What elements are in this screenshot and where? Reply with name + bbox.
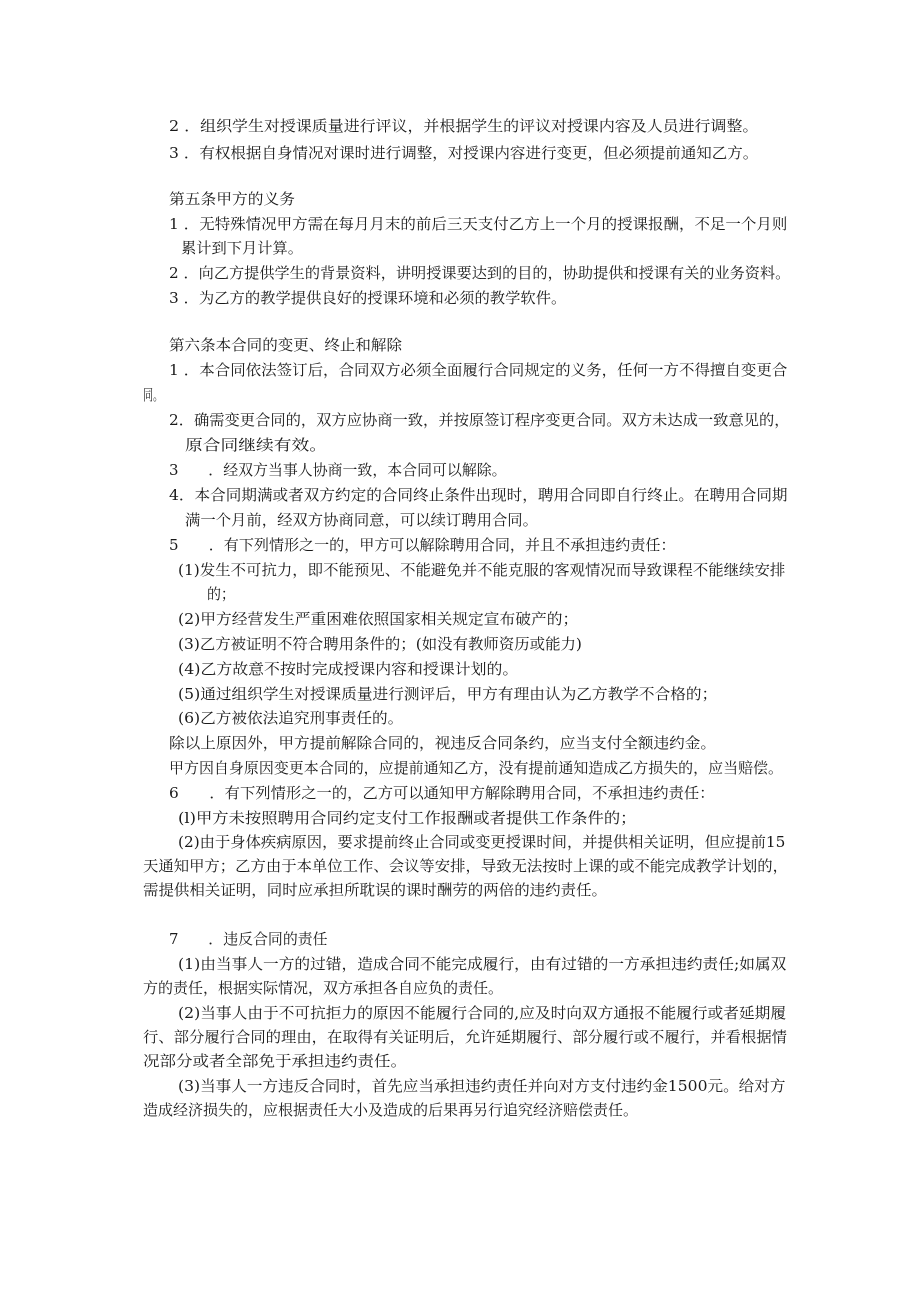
article6-item-6-sub-1: (l)甲方未按照聘用合同约定支付工作报酬或者提供工作条件的； xyxy=(178,809,637,827)
article4-item-3: 3 ．有权根据自身情况对课时进行调整，对授课内容进行变更，但必须提前通知乙方。 xyxy=(169,144,759,162)
article6-item-2-cont: 原合同继续有效。 xyxy=(185,436,328,454)
article6-item-7-sub-2-cont: 行、部分履行合同的理由，在取得有关证明后，允许延期履行、部分履行或不履行，并看根据情 xyxy=(143,1028,788,1046)
article6-item-5-sub-4: (4)乙方故意不按时完成授课内容和授课计划的。 xyxy=(178,660,519,678)
article6-item-2: 2．确需变更合同的，双方应协商一致，并按原签订程序变更合同。双方未达成一致意见的， xyxy=(169,411,790,429)
article6-item-4: 4．本合同期满或者双方约定的合同终止条件出现时，聘用合同即自行终止。在聘用合同期 xyxy=(169,486,788,504)
article5-item-1: 1 ．无特殊情况甲方需在每月月末的前后三天支付乙方上一个月的授课报酬，不足一个月则 xyxy=(169,215,788,233)
article6-heading: 第六条本合同的变更、终止和解除 xyxy=(169,336,403,354)
article6-note-1: 除以上原因外，甲方提前解除合同的，视违反合同条约，应当支付全额违约金。 xyxy=(169,734,717,752)
article5-heading: 第五条甲方的义务 xyxy=(169,190,296,208)
article6-item-7-sub-2-cont-2: 况部分或者全部免于承担违约责任。 xyxy=(143,1052,408,1070)
article6-item-5-sub-2: (2)甲方经营发生严重困难依照国家相关规定宣布破产的； xyxy=(178,610,579,628)
article6-item-7-sub-2: (2)当事人由于不可抗拒力的原因不能履行合同的,应及时向双方通报不能履行或者延期履 xyxy=(178,1004,787,1022)
article6-item-5-sub-5: (5)通过组织学生对授课质量进行测评后，甲方有理由认为乙方教学不合格的； xyxy=(178,685,718,703)
article6-item-7: 7 ．违反合同的责任 xyxy=(169,930,328,948)
article6-item-1: 1 ．本合同依法签订后，合同双方必须全面履行合同规定的义务，任何一方不得擅自变更合 xyxy=(169,361,788,379)
article6-item-5: 5 ．有下列情形之一的，甲方可以解除聘用合同，并且不承担违约责任： xyxy=(169,536,676,554)
article6-item-7-sub-3: (3)当事人一方违反合同时，首先应当承担违约责任并向对方支付违约金1500元。给对方 xyxy=(178,1077,786,1095)
article6-item-5-sub-3: (3)乙方被证明不符合聘用条件的；(如没有教师资历或能力) xyxy=(178,635,582,653)
article6-item-3: 3 ．经双方当事人协商一致，本合同可以解除。 xyxy=(169,461,507,479)
article6-item-1-cont: 同。 xyxy=(143,386,164,404)
article6-item-5-sub-1-cont: 的； xyxy=(207,585,236,603)
article6-item-5-sub-6: (6)乙方被依法追究刑事责任的。 xyxy=(178,709,404,727)
article5-item-1-cont: 累计到下月计算。 xyxy=(181,239,304,257)
article6-item-7-sub-3-cont: 造成经济损失的，应根据责任大小及造成的后果再另行追究经济赔偿责任。 xyxy=(143,1101,639,1119)
article5-item-2: 2 ．向乙方提供学生的背景资料，讲明授课要达到的目的，协助提供和授课有关的业务资料。 xyxy=(169,264,791,282)
article6-item-7-sub-1-cont: 方的责任，根据实际情况，双方承担各自应负的责任。 xyxy=(143,979,504,997)
article6-item-4-cont: 满一个月前，经双方协商同意，可以续订聘用合同。 xyxy=(185,511,539,529)
article6-item-6-sub-2-cont: 天通知甲方；乙方由于本单位工作、会议等安排，导致无法按时上课的或不能完成教学计划的， xyxy=(143,857,789,875)
article4-item-2: 2 ．组织学生对授课质量进行评议，并根据学生的评议对授课内容及人员进行调整。 xyxy=(169,117,759,135)
article6-item-6-sub-2: (2)由于身体疾病原因，要求提前终止合同或变更授课时间，并提供相关证明，但应提前15 xyxy=(178,833,786,851)
article5-item-3: 3 ．为乙方的教学提供良好的授课环境和必须的教学软件。 xyxy=(169,289,567,307)
article6-note-2: 甲方因自身原因变更本合同的，应提前通知乙方，没有提前通知造成乙方损失的，应当赔偿。 xyxy=(169,759,784,777)
article6-item-6-sub-2-cont-2: 需提供相关证明，同时应承担所耽误的课时酬劳的两倍的违约责任。 xyxy=(143,881,608,899)
article6-item-6: 6 ．有下列情形之一的，乙方可以通知甲方解除聘用合同，不承担违约责任： xyxy=(169,784,715,802)
article6-item-7-sub-1: (1)由当事人一方的过错，造成合同不能完成履行，由有过错的一方承担违约责任;如属双 xyxy=(178,955,787,973)
article6-item-5-sub-1: (1)发生不可抗力，即不能预见、不能避免并不能克服的客观情况而导致课程不能继续安排 xyxy=(178,561,786,579)
